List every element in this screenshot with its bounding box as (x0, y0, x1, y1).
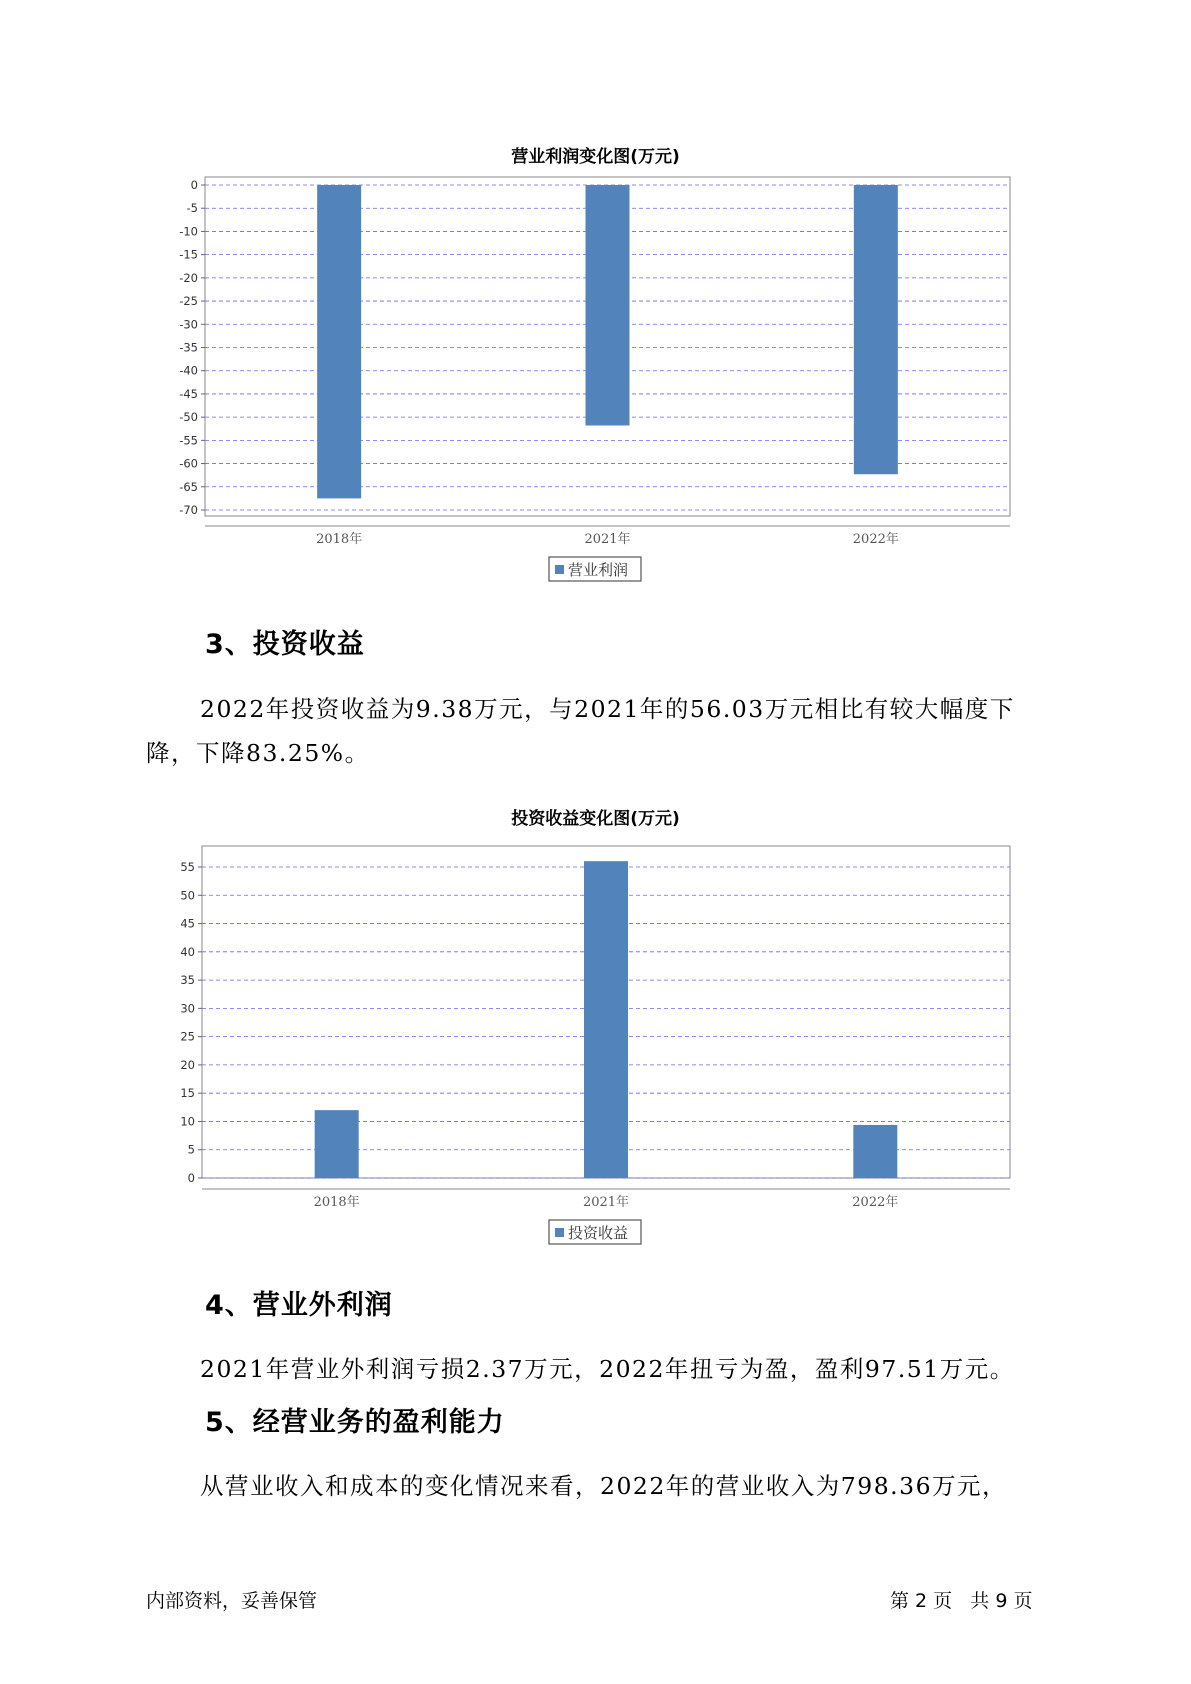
y-tick-label: 25 (180, 1029, 195, 1044)
y-tick-label: -40 (179, 363, 198, 378)
y-tick-label: 40 (180, 944, 195, 959)
legend-swatch (555, 1228, 564, 1237)
y-tick-label: -50 (179, 410, 198, 425)
x-tick-label: 2021年 (582, 1195, 630, 1210)
bar (315, 1110, 359, 1178)
chart2-title: 投资收益变化图(万元) (511, 809, 680, 829)
legend-swatch (555, 565, 564, 574)
y-tick-label: -30 (179, 317, 198, 332)
y-tick-label: -5 (186, 201, 198, 216)
investment-income-chart (0, 820, 1191, 1240)
y-tick-label: 35 (180, 973, 195, 988)
x-tick-label: 2018年 (316, 532, 363, 547)
y-tick-label: -20 (179, 270, 198, 285)
y-tick-label: -25 (179, 294, 198, 309)
y-tick-label: -70 (179, 503, 198, 517)
bar (853, 1125, 897, 1178)
x-tick-label: 2022年 (852, 1195, 899, 1210)
bar (584, 861, 628, 1178)
y-tick-label: -55 (179, 433, 198, 448)
section5-paragraph: 从营业收入和成本的变化情况来看，2022年的营业收入为798.36万元， (200, 1472, 1008, 1500)
x-tick-label: 2021年 (584, 532, 631, 547)
y-tick-label: 30 (180, 1001, 195, 1016)
footer-confidential-note: 内部资料，妥善保管 (146, 1590, 318, 1612)
legend-label: 营业利润 (568, 561, 629, 579)
y-tick-label: 45 (180, 916, 195, 931)
y-tick-label: -65 (179, 479, 198, 494)
bar (317, 185, 361, 498)
y-tick-label: 0 (187, 1171, 195, 1185)
y-tick-label: 15 (180, 1086, 195, 1101)
chart1-title: 营业利润变化图(万元) (511, 147, 680, 167)
y-tick-label: -15 (179, 247, 198, 262)
y-tick-label: 10 (180, 1114, 195, 1129)
section5-heading: 5、经营业务的盈利能力 (205, 1407, 505, 1438)
y-tick-label: -10 (179, 224, 198, 239)
section3-paragraph-line2: 降，下降83.25%。 (146, 739, 370, 767)
legend-label: 投资收益 (568, 1224, 629, 1242)
x-tick-label: 2018年 (313, 1195, 360, 1210)
footer-page-number: 第 2 页 共 9 页 (890, 1590, 1033, 1612)
y-tick-label: 0 (190, 178, 198, 192)
y-tick-label: 50 (180, 888, 195, 903)
section3-paragraph-line1: 2022年投资收益为9.38万元，与2021年的56.03万元相比有较大幅度下 (200, 695, 1015, 723)
operating-profit-chart (0, 160, 1191, 590)
section4-heading: 4、营业外利润 (205, 1290, 393, 1321)
y-tick-label: 55 (180, 860, 195, 874)
y-tick-label: -45 (179, 386, 198, 401)
bar (854, 185, 898, 474)
bar (586, 185, 630, 426)
y-tick-label: -35 (179, 340, 198, 355)
y-tick-label: 20 (180, 1057, 195, 1072)
y-tick-label: 5 (187, 1142, 195, 1157)
x-tick-label: 2022年 (852, 532, 899, 547)
section3-heading: 3、投资收益 (205, 629, 365, 660)
section4-paragraph: 2021年营业外利润亏损2.37万元，2022年扭亏为盈，盈利97.51万元。 (200, 1355, 1015, 1383)
y-tick-label: -60 (179, 456, 198, 471)
